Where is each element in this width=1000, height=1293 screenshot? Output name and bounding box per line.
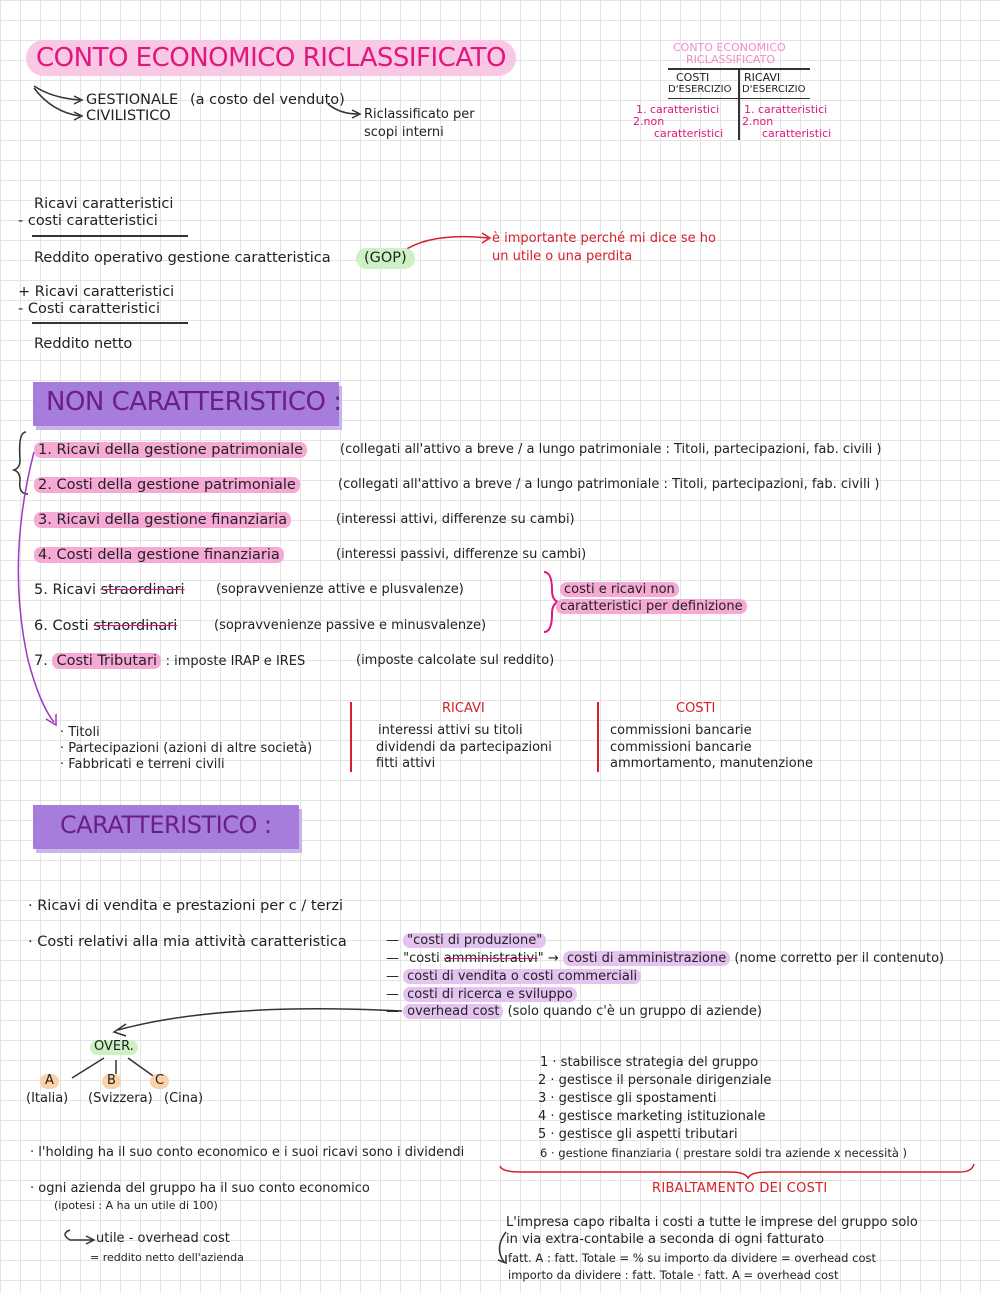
ribaltamento-line3: fatt. A : fatt. Totale = % su importo da dividere = overhead cost [508,1251,876,1265]
cost-item-5-text: overhead cost [403,1004,503,1019]
nc-item-5-prefix: 5. Ricavi [34,582,97,598]
schema-costi-header-1: COSTI [676,71,710,84]
nc-item-2-label: 2. Costi della gestione patrimoniale [34,477,300,493]
cost-item-2-text: costi di amministrazione [563,951,730,966]
overhead-item-2: 2 · gestisce il personale dirigenziale [538,1073,772,1088]
calc-ricavi-2: + Ricavi caratteristici [18,284,175,300]
nc-item-7-suffix: : imposte IRAP e IRES [165,654,306,669]
table-left-3: · Fabbricati e terreni civili [60,757,225,772]
caratteristico-heading: CARATTERISTICO : [60,811,272,839]
schema-costi-header-2: D'ESERCIZIO [668,84,732,95]
table-costi-1: commissioni bancarie [610,723,752,738]
tree-country-c: (Cina) [164,1091,204,1106]
nc-item-1 [34,442,307,459]
gestionale-label: GESTIONALE [86,92,179,108]
caratteristico-line1: · Ricavi di vendita e prestazioni per c / terzi [28,898,344,914]
nc-item-2 [34,477,300,494]
schema-costi-item1: 1. caratteristici [636,103,720,116]
overhead-item-1: 1 · stabilisce strategia del gruppo [540,1055,759,1070]
nc-item-1-note: (collegati all'attivo a breve / a lungo patrimoniale : Titoli, partecipazioni, fab. civili ) [340,442,882,457]
cost-item-3-text: costi di vendita o costi commerciali [403,969,641,984]
overhead-item-6: 6 · gestione finanziaria ( prestare soldi tra aziende x necessità ) [540,1146,908,1160]
overhead-item-5: 5 · gestisce gli aspetti tributari [538,1127,738,1142]
nc-item-7 [34,653,305,670]
tree-node-c: C [150,1074,169,1089]
ribaltamento-line1: L'impresa capo ribalta i costi a tutte le imprese del gruppo solo [506,1215,918,1230]
schema-ricavi-item2b: caratteristici [762,127,832,140]
ogni-azienda-line2: (ipotesi : A ha un utile di 100) [54,1199,218,1212]
nc-item-4-note: (interessi passivi, differenze su cambi) [336,547,587,562]
nc-item-4-label: 4. Costi della gestione finanziaria [34,547,284,563]
table-costi-3: ammortamento, manutenzione [610,756,813,771]
calc-costi-2: - Costi caratteristici [18,301,160,317]
cost-item-4 [386,988,577,1003]
calc-costi-1: - costi caratteristici [18,213,158,229]
overhead-item-4: 4 · gestisce marketing istituzionale [538,1109,766,1124]
nc-bracket-note-2 [556,600,747,615]
ogni-azienda-line4: = reddito netto dell'azienda [90,1251,244,1264]
ogni-azienda-line3: utile - overhead cost [96,1231,230,1246]
cost-item-2-struck: amministrativi [443,951,538,966]
ribaltamento-line4: importo da dividere : fatt. Totale · fatt. A = overhead cost [508,1268,839,1282]
schema-ricavi-header-1: RICAVI [744,71,781,84]
table-costi-2: commissioni bancarie [610,740,752,755]
civilistico-label: CIVILISTICO [86,108,171,124]
ribaltamento-line2: in via extra-contabile a seconda di ogni fatturato [506,1232,825,1247]
tree-country-b: (Svizzera) [88,1091,153,1106]
table-costi-header: COSTI [676,701,716,716]
calc-reddito-operativo: Reddito operativo gestione caratteristica [34,250,331,266]
calc-ricavi-1: Ricavi caratteristici [34,196,174,212]
non-caratteristico-heading: NON CARATTERISTICO : [46,387,342,417]
cost-item-4-text: costi di ricerca e sviluppo [403,987,577,1002]
holding-line: · l'holding ha il suo conto economico e i suoi ricavi sono i dividendi [30,1145,465,1160]
table-left-1: · Titoli [60,725,100,740]
nc-item-4 [34,547,284,564]
cost-item-2-note: (nome corretto per il contenuto) [734,951,945,966]
gestionale-note: (a costo del venduto) [190,92,345,108]
nc-item-6-note: (sopravvenienze passive e minusvalenze) [214,618,487,633]
table-left-2: · Partecipazioni (azioni di altre società) [60,741,313,756]
table-divider-1 [350,702,352,772]
nc-item-6-prefix: 6. Costi [34,618,89,634]
cost-item-1-dash: — [386,933,399,948]
nc-item-7-prefix: 7. [34,653,48,669]
cost-item-5 [386,1005,762,1020]
table-ricavi-3: fitti attivi [376,756,436,771]
table-ricavi-1: interessi attivi su titoli [378,723,523,738]
schema-header-line [668,98,810,99]
gop-note-line2: un utile o una perdita [492,249,633,264]
cost-item-2-prefix: "costi [403,951,440,966]
schema-ricavi-header-2: D'ESERCIZIO [742,84,806,95]
nc-item-5-struck: straordinari [100,582,185,598]
cost-item-2-dash: — [386,951,399,966]
schema-ricavi-item1: 1. caratteristici [744,103,828,116]
tree-node-a: A [40,1074,59,1089]
nc-item-5-note: (sopravvenienze attive e plusvalenze) [216,582,464,597]
cost-item-5-dash: — [386,1004,399,1019]
tree-node-b: B [102,1074,121,1089]
calc-sum-line-1 [32,235,188,237]
schema-divider [738,68,740,140]
cost-item-2 [386,952,944,967]
ribaltamento-label: RIBALTAMENTO DEI COSTI [652,1181,828,1196]
cost-item-1 [386,934,546,949]
schema-title-line2: RICLASSIFICATO [686,53,775,66]
nc-item-6 [34,618,177,635]
table-divider-2 [597,702,599,772]
calc-sum-line-2 [32,322,188,324]
overhead-item-3: 3 · gestisce gli spostamenti [538,1091,717,1106]
tree-country-a: (Italia) [26,1091,69,1106]
nc-item-3-note: (interessi attivi, differenze su cambi) [336,512,575,527]
nc-bracket-note-1-text: costi e ricavi non [560,582,679,597]
cost-item-4-dash: — [386,987,399,1002]
nc-item-6-struck: straordinari [93,618,178,634]
schema-ricavi-item2: 2.non [742,115,774,128]
table-ricavi-header: RICAVI [442,701,485,716]
nc-item-1-label: 1. Ricavi della gestione patrimoniale [34,442,307,458]
ogni-azienda-line1: · ogni azienda del gruppo ha il suo conto economico [30,1181,370,1196]
schema-costi-item2: 2.non [633,115,665,128]
cost-item-3 [386,970,641,985]
schema-title-line1: CONTO ECONOMICO [673,41,786,54]
tree-root: OVER. [90,1040,138,1055]
nc-item-2-note: (collegati all'attivo a breve / a lungo patrimoniale : Titoli, partecipazioni, fab. civili ) [338,477,880,492]
gop-badge: (GOP) [356,248,415,269]
nc-item-7-note: (imposte calcolate sul reddito) [356,653,555,668]
nc-bracket-note-2-text: caratteristici per definizione [556,599,747,614]
nc-bracket-note-1 [560,583,679,598]
schema-costi-item2b: caratteristici [654,127,724,140]
nc-item-3 [34,512,291,529]
cost-item-1-text: "costi di produzione" [403,933,546,948]
caratteristico-line2: · Costi relativi alla mia attività caratteristica [28,934,347,950]
page-title: CONTO ECONOMICO RICLASSIFICATO [26,40,516,76]
riclassificato-line2: scopi interni [364,125,444,140]
nc-item-5 [34,582,185,599]
calc-reddito-netto: Reddito netto [34,336,133,352]
nc-item-3-label: 3. Ricavi della gestione finanziaria [34,512,291,528]
nc-item-7-label: Costi Tributari [52,653,161,669]
cost-item-3-dash: — [386,969,399,984]
riclassificato-line1: Riclassificato per [364,107,475,122]
table-ricavi-2: dividendi da partecipazioni [376,740,552,755]
cost-item-2-suffix: " → [537,951,559,966]
cost-item-5-note: (solo quando c'è un gruppo di aziende) [507,1004,762,1019]
gop-note-line1: è importante perché mi dice se ho [492,231,716,246]
